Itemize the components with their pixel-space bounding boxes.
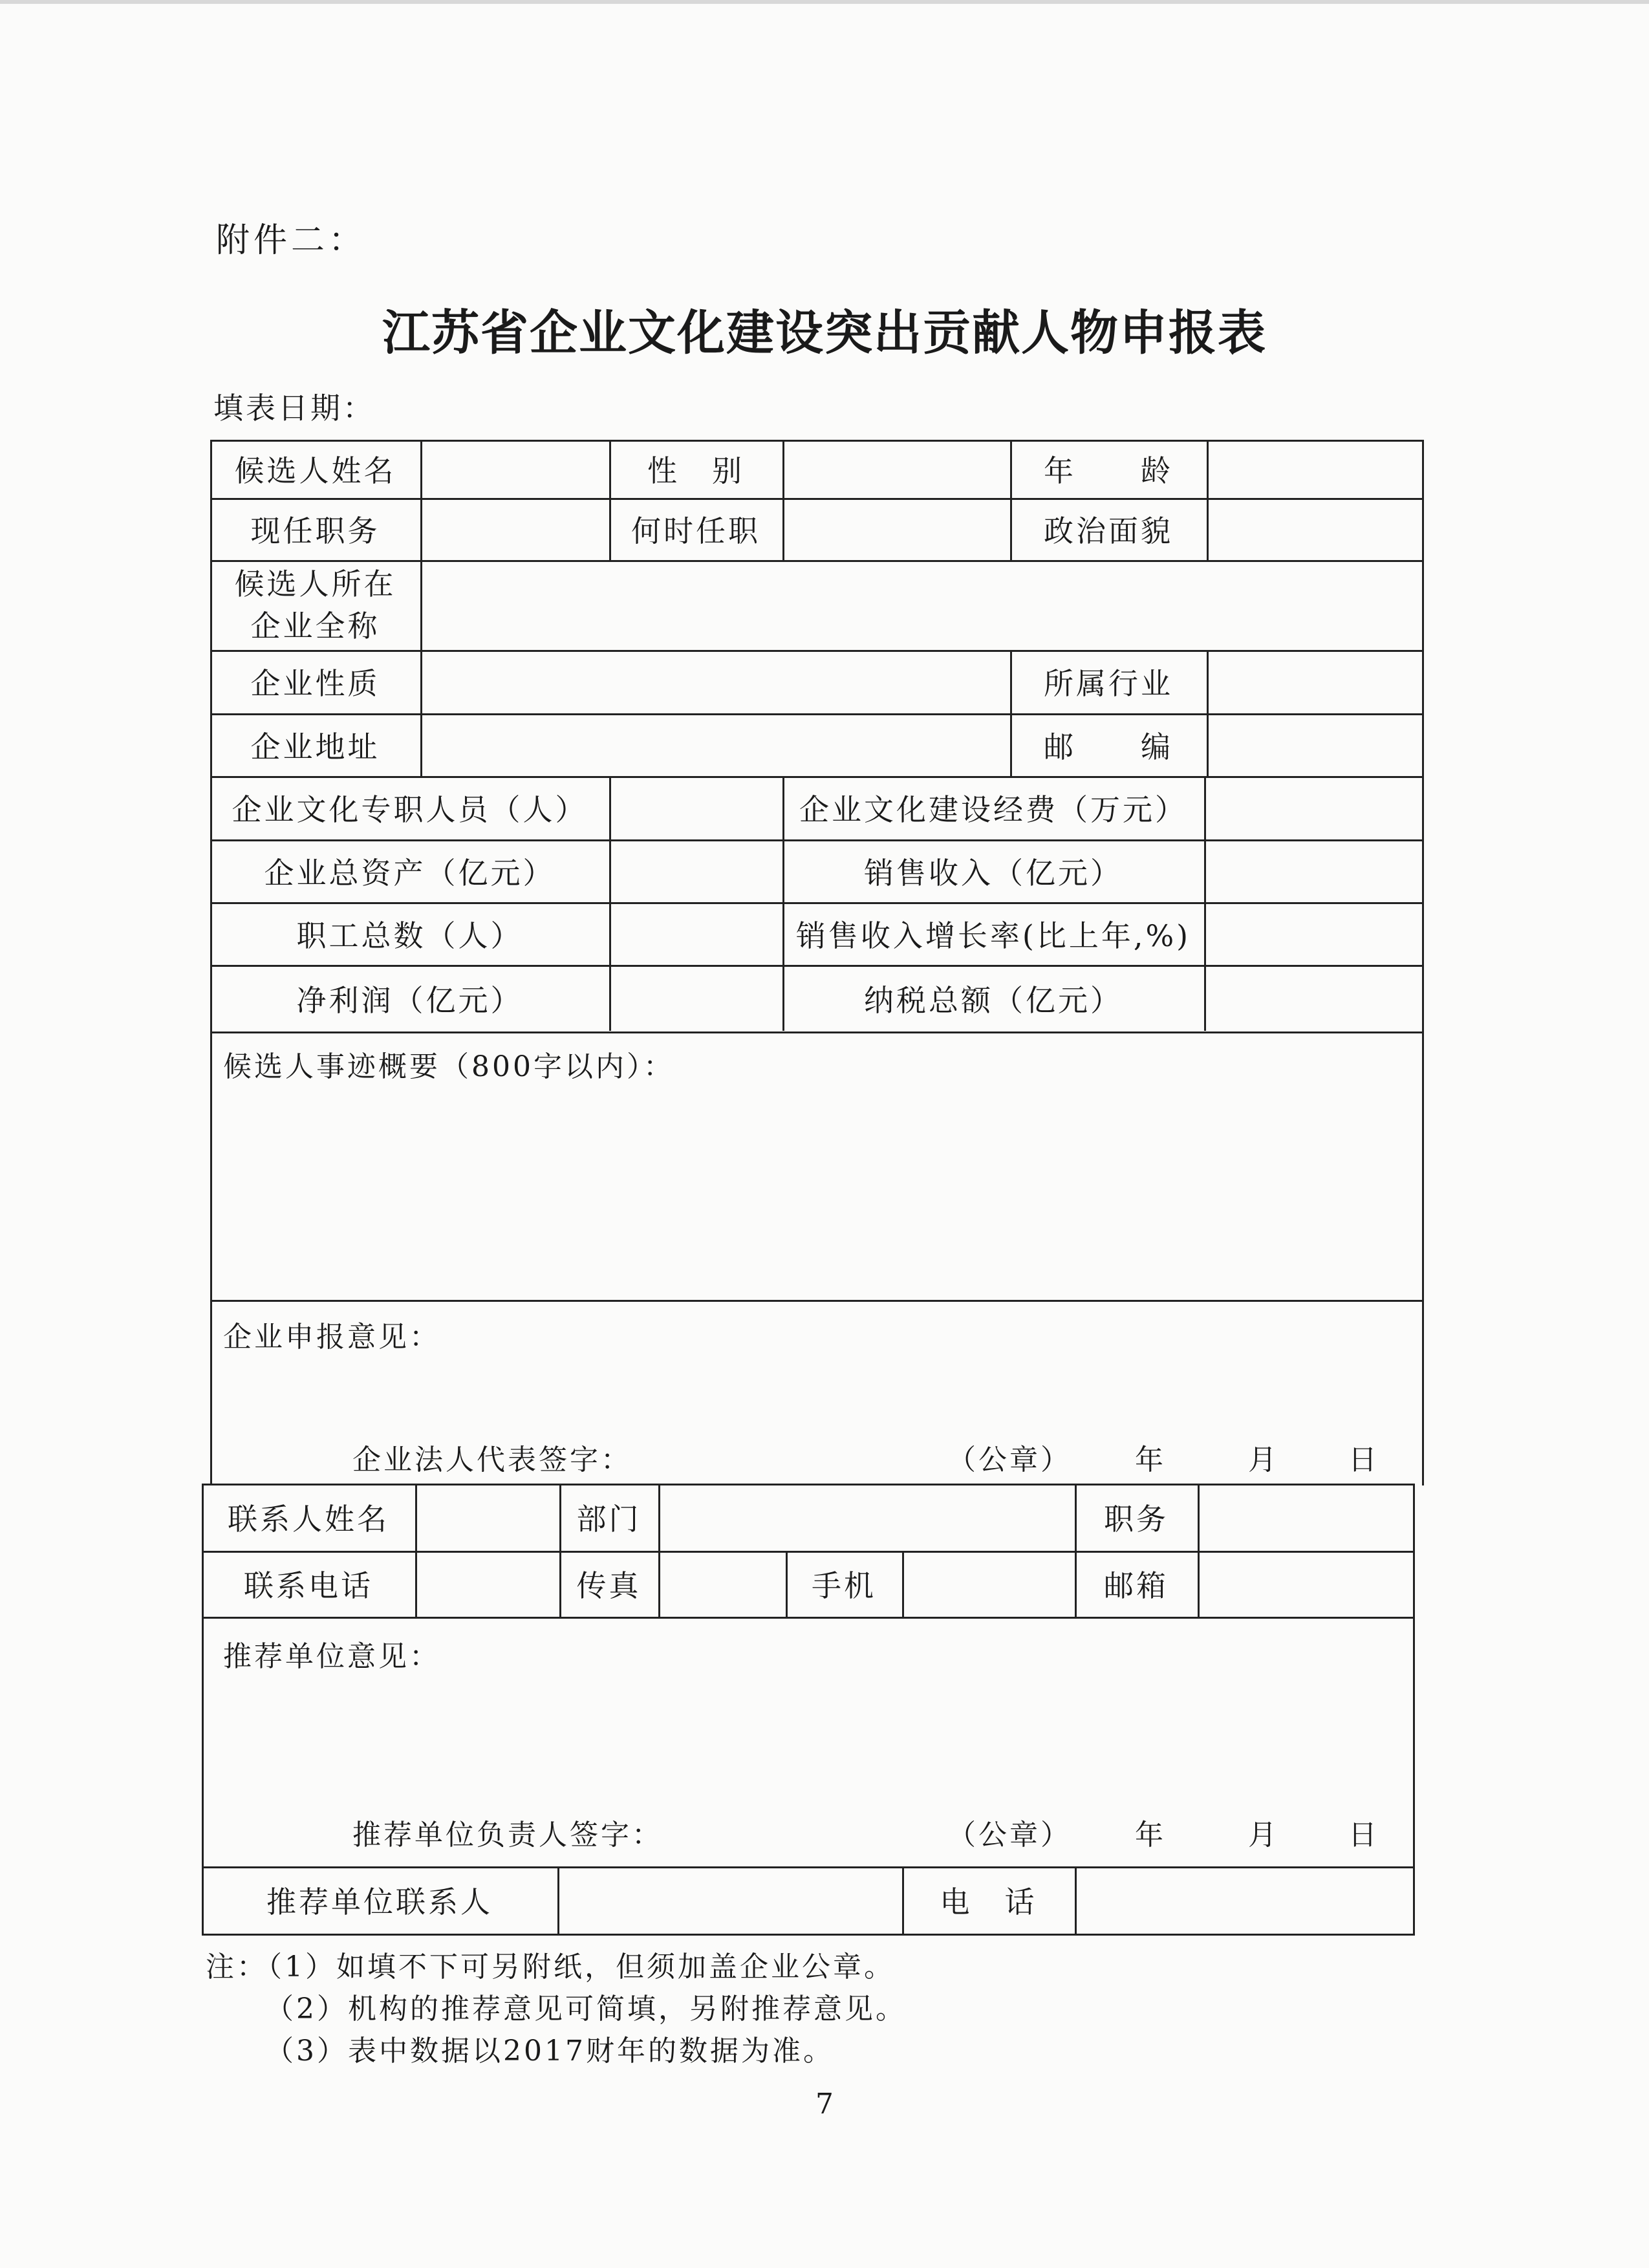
note-2: （2）机构的推荐意见可简填，另附推荐意见。 <box>265 1993 907 2025</box>
label-since-when: 何时任职 <box>631 513 760 548</box>
label-postcode: 邮 编 <box>1044 729 1173 764</box>
label-political-status: 政治面貌 <box>1044 513 1173 548</box>
label-company-fullname-line2: 企业全称 <box>250 608 380 643</box>
input-email[interactable] <box>1198 1551 1413 1617</box>
input-candidate-name[interactable] <box>420 440 609 498</box>
input-job-title[interactable] <box>1198 1484 1413 1551</box>
input-sales-revenue[interactable] <box>1204 839 1422 902</box>
input-total-employees[interactable] <box>609 902 782 965</box>
label-email: 邮箱 <box>1104 1568 1169 1603</box>
company-date-day: 日 <box>1348 1443 1377 1476</box>
row-line <box>210 1300 1424 1302</box>
fill-date-label: 填表日期： <box>213 391 375 426</box>
input-gender[interactable] <box>782 440 1010 498</box>
label-company-address: 企业地址 <box>250 729 380 764</box>
row-line <box>202 1617 1415 1619</box>
table-right-border <box>1413 1484 1415 1936</box>
input-total-tax[interactable] <box>1204 965 1422 1031</box>
input-recommender-contact[interactable] <box>557 1866 902 1934</box>
company-seal-label: （公章） <box>947 1443 1072 1476</box>
row-line <box>202 1934 1415 1936</box>
input-culture-funds[interactable] <box>1204 776 1422 839</box>
input-political-status[interactable] <box>1207 498 1422 560</box>
label-department: 部门 <box>576 1502 641 1537</box>
label-total-employees: 职工总数（人） <box>296 918 523 953</box>
label-phone: 电 话 <box>940 1885 1037 1919</box>
input-company-fullname[interactable] <box>420 560 1422 650</box>
label-recommender-contact: 推荐单位联系人 <box>266 1885 493 1919</box>
input-department[interactable] <box>658 1484 1075 1551</box>
label-deeds-summary: 候选人事迹概要（800字以内）： <box>223 1050 674 1083</box>
input-industry[interactable] <box>1207 650 1422 713</box>
page-number: 7 <box>815 2088 834 2121</box>
note-1: 注：（1）如填不下可另附纸，但须加盖企业公章。 <box>206 1950 895 1983</box>
label-company-fullname <box>210 560 420 650</box>
input-contact-phone[interactable] <box>415 1551 559 1617</box>
label-mobile: 手机 <box>812 1568 876 1603</box>
label-job-title: 职务 <box>1104 1502 1169 1537</box>
label-net-profit: 净利润（亿元） <box>296 982 523 1018</box>
label-gender: 性 别 <box>647 453 744 488</box>
label-sales-growth: 销售收入增长率(比上年,%) <box>795 918 1191 953</box>
recommender-date-year: 年 <box>1135 1819 1163 1852</box>
company-date-year: 年 <box>1135 1443 1163 1476</box>
label-candidate-name: 候选人姓名 <box>234 453 396 488</box>
attachment-label: 附件二： <box>216 221 367 260</box>
label-total-tax: 纳税总额（亿元） <box>864 982 1123 1018</box>
input-phone[interactable] <box>1075 1866 1413 1934</box>
input-fax[interactable] <box>658 1551 786 1617</box>
input-net-profit[interactable] <box>609 965 782 1031</box>
label-contact-phone: 联系电话 <box>244 1568 373 1603</box>
table-right-border <box>1422 440 1424 1485</box>
recommender-date-month: 月 <box>1248 1819 1277 1852</box>
input-company-address[interactable] <box>420 713 1010 776</box>
input-since-when[interactable] <box>782 498 1010 560</box>
form-title: 江苏省企业文化建设突出贡献人物申报表 <box>382 305 1267 361</box>
label-sales-revenue: 销售收入（亿元） <box>864 855 1123 891</box>
input-current-position[interactable] <box>420 498 609 560</box>
label-company-opinion: 企业申报意见： <box>223 1321 440 1354</box>
company-date-month: 月 <box>1248 1443 1277 1476</box>
recommender-seal-label: （公章） <box>947 1819 1072 1852</box>
input-contact-name[interactable] <box>415 1484 559 1551</box>
input-company-nature[interactable] <box>420 650 1010 713</box>
input-total-assets[interactable] <box>609 839 782 902</box>
row-line <box>210 1031 1424 1033</box>
label-total-assets: 企业总资产（亿元） <box>264 855 555 891</box>
note-3: （3）表中数据以2017财年的数据为准。 <box>265 2035 834 2068</box>
input-culture-staff[interactable] <box>609 776 782 839</box>
label-culture-staff: 企业文化专职人员（人） <box>232 792 588 827</box>
label-industry: 所属行业 <box>1044 666 1173 701</box>
label-recommender-signature: 推荐单位负责人签字： <box>352 1819 663 1852</box>
label-age: 年 龄 <box>1044 453 1173 488</box>
label-fax: 传真 <box>576 1568 641 1603</box>
input-mobile[interactable] <box>902 1551 1075 1617</box>
input-deeds-summary[interactable] <box>213 1099 1419 1297</box>
input-postcode[interactable] <box>1207 713 1422 776</box>
input-age[interactable] <box>1207 440 1422 498</box>
label-recommender-opinion: 推荐单位意见： <box>223 1640 440 1673</box>
label-company-fullname-line1: 候选人所在 <box>234 567 396 602</box>
input-sales-growth[interactable] <box>1204 902 1422 965</box>
label-legal-rep-signature: 企业法人代表签字： <box>352 1443 632 1476</box>
label-current-position: 现任职务 <box>250 513 380 548</box>
label-culture-funds: 企业文化建设经费（万元） <box>799 792 1187 827</box>
recommender-date-day: 日 <box>1348 1819 1377 1852</box>
label-company-nature: 企业性质 <box>250 666 380 701</box>
label-contact-name: 联系人姓名 <box>228 1502 389 1537</box>
scan-top-edge <box>0 0 1649 4</box>
